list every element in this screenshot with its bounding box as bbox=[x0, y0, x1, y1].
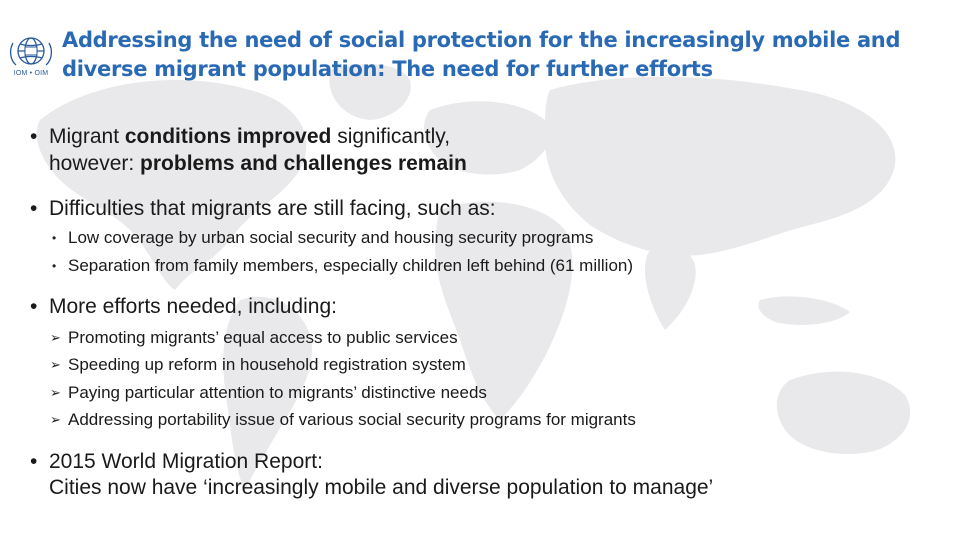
bullet-2-sub-1: Low coverage by urban social security and housing security programs bbox=[68, 228, 594, 247]
bullet-dot: • bbox=[30, 125, 38, 148]
bullet-dot: • bbox=[30, 295, 38, 318]
bullet-2-text: Difficulties that migrants are still facing, such as: bbox=[49, 197, 496, 220]
bullet-3-sub-2: Speeding up reform in household registration system bbox=[68, 355, 466, 374]
arrow-bullet-icon: ➢ bbox=[50, 357, 61, 372]
arrow-bullet-icon: ➢ bbox=[50, 385, 61, 400]
bullet-dot: • bbox=[30, 197, 38, 220]
bullet-1-text-c: however: bbox=[49, 152, 141, 175]
logo-caption: IOM • OIM bbox=[13, 70, 49, 77]
bullet-3-sub-1: Promoting migrants’ equal access to public services bbox=[68, 328, 458, 347]
bullet-4-line-1: 2015 World Migration Report: bbox=[49, 450, 323, 473]
arrow-bullet-icon: ➢ bbox=[50, 330, 61, 345]
bullet-1-text-b: significantly, bbox=[331, 125, 451, 148]
bullet-3-sub-4: Addressing portability issue of various social security programs for migrants bbox=[68, 410, 636, 429]
bullet-1-bold-b: problems and challenges remain bbox=[140, 152, 467, 175]
bullet-1-text-a: Migrant bbox=[49, 125, 125, 148]
title-line-1: Addressing the need of social protection for the increasingly mobile and bbox=[62, 28, 901, 52]
bullet-1-line-1 bbox=[49, 124, 909, 150]
title-line-2: diverse migrant population: The need for further efforts bbox=[62, 57, 713, 81]
sub-bullet-dot: • bbox=[52, 231, 57, 245]
bullet-1-bold-a: conditions improved bbox=[124, 125, 332, 148]
bullet-1-line-2 bbox=[49, 151, 909, 177]
bullet-dot: • bbox=[30, 450, 38, 473]
bullet-3-sub-3: Paying particular attention to migrants’ distinctive needs bbox=[68, 383, 487, 402]
bullet-3-text: More efforts needed, including: bbox=[49, 295, 337, 318]
sub-bullet-dot: • bbox=[52, 259, 57, 273]
arrow-bullet-icon: ➢ bbox=[50, 412, 61, 427]
bullet-4-line-2: Cities now have ‘increasingly mobile and diverse population to manage’ bbox=[49, 476, 714, 499]
bullet-2-sub-2: Separation from family members, especially children left behind (61 million) bbox=[68, 256, 634, 275]
